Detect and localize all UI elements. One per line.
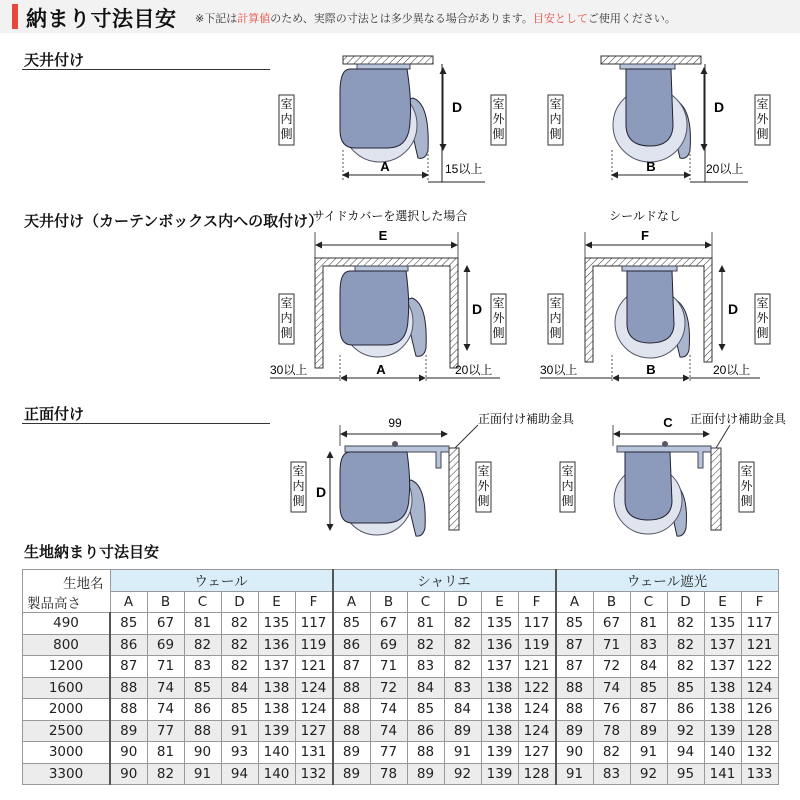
table-cell: 88: [407, 742, 444, 764]
screw: [662, 441, 668, 447]
table-corner-header: [23, 570, 111, 613]
table-cell: 90: [110, 763, 147, 785]
front-bracket-caption: 正面付け補助金具: [478, 412, 575, 426]
outdoor-side-label: 室外側: [756, 97, 769, 141]
dim-label-d: D: [714, 99, 725, 115]
table-cell: 90: [556, 742, 594, 764]
dim-label-c: C: [663, 415, 673, 430]
section-front-heading: 正面付け: [24, 405, 85, 423]
clearance-20: 20以上: [455, 363, 493, 377]
dim-label-b: B: [646, 362, 656, 377]
table-cell: 122: [518, 677, 556, 699]
outdoor-side-label: 室外側: [477, 464, 490, 508]
table-cell: 138: [481, 720, 518, 742]
clearance-30: 30以上: [540, 363, 578, 377]
table-cell: 124: [295, 677, 333, 699]
table-cell: 74: [370, 720, 407, 742]
outdoor-side-label: 室外側: [492, 296, 505, 340]
dim-label-e: E: [378, 228, 388, 243]
column-header-c: C: [184, 591, 221, 613]
column-header-c: C: [407, 591, 444, 613]
dim-label-99: 99: [388, 416, 402, 430]
table-cell: 69: [370, 634, 407, 656]
side-cover-caption: サイドカバーを選択した場合: [312, 209, 468, 223]
column-header-e: E: [704, 591, 741, 613]
table-cell: 89: [407, 763, 444, 785]
table-cell: 88: [333, 677, 371, 699]
table-cell: 72: [370, 677, 407, 699]
column-header-f: F: [295, 591, 333, 613]
column-header-d: D: [667, 591, 704, 613]
table-row: [23, 720, 779, 742]
table-cell: 132: [741, 742, 778, 764]
clearance-20: 20以上: [706, 162, 744, 176]
table-cell: 140: [258, 763, 295, 785]
table-cell: 82: [667, 656, 704, 678]
table-cell: 83: [630, 634, 667, 656]
table-cell: 71: [147, 656, 184, 678]
table-cell: 117: [295, 613, 333, 635]
table-cell: 88: [184, 720, 221, 742]
table-cell: 138: [704, 699, 741, 721]
table-cell: 87: [630, 699, 667, 721]
table-cell: 85: [184, 677, 221, 699]
row-height-label: 800: [23, 634, 111, 656]
table-cell: 84: [630, 656, 667, 678]
table-cell: 127: [295, 720, 333, 742]
group-header-weal: ウェール: [110, 570, 333, 592]
dim-label-d: D: [452, 99, 463, 115]
column-header-a: A: [333, 591, 371, 613]
table-cell: 135: [258, 613, 295, 635]
table-cell: 86: [184, 699, 221, 721]
table-cell: 71: [593, 634, 630, 656]
table-cell: 85: [407, 699, 444, 721]
table-cell: 83: [444, 677, 481, 699]
table-cell: 92: [667, 720, 704, 742]
table-cell: 83: [184, 656, 221, 678]
table-cell: 88: [110, 677, 147, 699]
table-cell: 139: [481, 763, 518, 785]
outdoor-side-label: 室外側: [740, 464, 753, 508]
table-cell: 138: [481, 699, 518, 721]
table-body: [23, 613, 779, 785]
row-height-label: 1200: [23, 656, 111, 678]
dim-label-d: D: [316, 484, 327, 500]
row-height-label: 490: [23, 613, 111, 635]
table-cell: 74: [147, 677, 184, 699]
box-mount-diagram-a: [270, 232, 500, 382]
table-cell: 121: [518, 656, 556, 678]
table-cell: 84: [407, 677, 444, 699]
table-cell: 74: [370, 699, 407, 721]
dim-label-a: A: [380, 159, 390, 174]
table-cell: 82: [593, 742, 630, 764]
table-cell: 126: [741, 699, 778, 721]
table-cell: 91: [184, 763, 221, 785]
table-cell: 91: [221, 720, 258, 742]
table-cell: 139: [481, 742, 518, 764]
box-mount-diagram-b: [540, 232, 760, 382]
row-height-label: 3000: [23, 742, 111, 764]
column-header-b: B: [370, 591, 407, 613]
indoor-side-label: 室内側: [561, 464, 574, 508]
column-header-c: C: [630, 591, 667, 613]
table-cell: 81: [407, 613, 444, 635]
mount-bracket: [622, 266, 677, 271]
table-cell: 83: [407, 656, 444, 678]
dim-label-f: F: [641, 228, 649, 243]
table-cell: 89: [630, 720, 667, 742]
table-cell: 82: [667, 634, 704, 656]
column-header-a: A: [110, 591, 147, 613]
table-cell: 119: [518, 634, 556, 656]
table-cell: 141: [704, 763, 741, 785]
table-cell: 91: [444, 742, 481, 764]
front-bracket-caption: 正面付け補助金具: [690, 412, 787, 426]
dim-label-d: D: [472, 301, 483, 317]
front-mount-diagram-a: [330, 425, 478, 536]
table-cell: 137: [481, 656, 518, 678]
column-header-d: D: [444, 591, 481, 613]
table-row: [23, 613, 779, 635]
table-cell: 119: [295, 634, 333, 656]
table-cell: 77: [370, 742, 407, 764]
table-cell: 89: [444, 720, 481, 742]
table-cell: 92: [630, 763, 667, 785]
table-cell: 84: [221, 677, 258, 699]
table-cell: 89: [333, 742, 371, 764]
front-mount-diagram-b: [613, 425, 730, 536]
indoor-side-label: 室内側: [549, 97, 562, 141]
indoor-side-label: 室内側: [292, 464, 305, 508]
column-header-e: E: [481, 591, 518, 613]
table-row: [23, 634, 779, 656]
head-rail-body: [625, 452, 672, 520]
table-cell: 82: [444, 634, 481, 656]
column-header-d: D: [221, 591, 258, 613]
table-cell: 87: [556, 634, 594, 656]
table-cell: 94: [221, 763, 258, 785]
table-cell: 86: [333, 634, 371, 656]
column-header-e: E: [258, 591, 295, 613]
table-cell: 82: [444, 613, 481, 635]
table-row: [23, 742, 779, 764]
row-height-label: 3300: [23, 763, 111, 785]
table-cell: 71: [370, 656, 407, 678]
table-cell: 82: [147, 763, 184, 785]
row-height-label: 1600: [23, 677, 111, 699]
table-cell: 124: [518, 699, 556, 721]
table-cell: 85: [221, 699, 258, 721]
table-cell: 124: [518, 720, 556, 742]
table-cell: 138: [481, 677, 518, 699]
table-cell: 93: [221, 742, 258, 764]
table-cell: 92: [444, 763, 481, 785]
table-cell: 124: [741, 677, 778, 699]
column-header-a: A: [556, 591, 594, 613]
table-cell: 83: [593, 763, 630, 785]
dimension-table: [22, 569, 779, 785]
table-cell: 82: [221, 656, 258, 678]
table-cell: 81: [184, 613, 221, 635]
table-cell: 82: [444, 656, 481, 678]
table-cell: 137: [704, 656, 741, 678]
table-cell: 78: [593, 720, 630, 742]
section-ceiling-box-heading: 天井付け（カーテンボックス内への取付け）: [24, 212, 324, 230]
head-rail-body: [340, 452, 410, 523]
table-cell: 85: [110, 613, 147, 635]
mount-bracket: [355, 266, 408, 271]
table-cell: 87: [333, 656, 371, 678]
table-cell: 67: [147, 613, 184, 635]
table-cell: 86: [667, 699, 704, 721]
head-rail-body: [626, 69, 673, 146]
head-rail-body: [627, 271, 674, 343]
table-cell: 117: [518, 613, 556, 635]
table-cell: 84: [444, 699, 481, 721]
table-cell: 72: [593, 656, 630, 678]
table-row: [23, 677, 779, 699]
clearance-15: 15以上: [445, 162, 483, 176]
dim-label-b: B: [646, 159, 656, 174]
table-cell: 135: [704, 613, 741, 635]
group-header-charie: シャリエ: [333, 570, 556, 592]
table-cell: 85: [556, 613, 594, 635]
section-ceiling-heading: 天井付け: [24, 51, 85, 69]
table-cell: 82: [221, 634, 258, 656]
table-cell: 82: [221, 613, 258, 635]
table-cell: 135: [481, 613, 518, 635]
table-cell: 81: [147, 742, 184, 764]
table-cell: 81: [630, 613, 667, 635]
table-cell: 136: [258, 634, 295, 656]
table-cell: 124: [295, 699, 333, 721]
table-cell: 89: [110, 720, 147, 742]
table-cell: 128: [518, 763, 556, 785]
outdoor-side-label: 室外側: [756, 296, 769, 340]
table-cell: 136: [481, 634, 518, 656]
table-cell: 67: [370, 613, 407, 635]
row-height-label: 2500: [23, 720, 111, 742]
table-cell: 137: [258, 656, 295, 678]
column-header-b: B: [593, 591, 630, 613]
table-cell: 74: [147, 699, 184, 721]
dim-label-a: A: [376, 362, 386, 377]
table-cell: 128: [741, 720, 778, 742]
table-cell: 85: [333, 613, 371, 635]
table-cell: 89: [556, 720, 594, 742]
screw: [392, 441, 398, 447]
group-header-weal-blackout: ウェール遮光: [556, 570, 779, 592]
page-title: 納まり寸法目安: [26, 7, 177, 31]
table-title: 生地納まり寸法目安: [24, 543, 160, 561]
table-cell: 132: [295, 763, 333, 785]
indoor-side-label: 室内側: [549, 296, 562, 340]
column-header-f: F: [518, 591, 556, 613]
table-cell: 137: [704, 634, 741, 656]
table-cell: 87: [556, 656, 594, 678]
clearance-30: 30以上: [270, 363, 308, 377]
table-cell: 88: [333, 720, 371, 742]
table-cell: 90: [184, 742, 221, 764]
table-cell: 78: [370, 763, 407, 785]
table-cell: 139: [258, 720, 295, 742]
table-cell: 67: [593, 613, 630, 635]
dim-label-d: D: [728, 301, 739, 317]
table-cell: 88: [110, 699, 147, 721]
note-text: ※下記は: [195, 12, 238, 25]
mount-bracket: [620, 64, 675, 69]
table-cell: 88: [333, 699, 371, 721]
note-text: のため、実際の寸法とは多少異なる場合があります。: [270, 12, 533, 25]
ceiling-hatch: [601, 56, 701, 64]
table-cell: 121: [295, 656, 333, 678]
table-cell: 82: [407, 634, 444, 656]
head-rail-body: [340, 271, 409, 345]
mount-bracket: [357, 64, 410, 69]
wall-hatch: [711, 448, 721, 530]
table-cell: 86: [407, 720, 444, 742]
table-cell: 95: [667, 763, 704, 785]
table-cell: 91: [556, 763, 594, 785]
head-rail-body: [340, 69, 411, 148]
table-cell: 90: [110, 742, 147, 764]
table-cell: 117: [741, 613, 778, 635]
column-header-f: F: [741, 591, 778, 613]
table-cell: 88: [556, 699, 594, 721]
table-cell: 140: [258, 742, 295, 764]
table-cell: 138: [258, 699, 295, 721]
outdoor-side-label: 室外側: [492, 97, 505, 141]
column-header-b: B: [147, 591, 184, 613]
table-cell: 138: [704, 677, 741, 699]
table-cell: 88: [556, 677, 594, 699]
table-cell: 139: [704, 720, 741, 742]
row-height-label: 2000: [23, 699, 111, 721]
table-cell: 94: [667, 742, 704, 764]
table-cell: 74: [593, 677, 630, 699]
table-cell: 76: [593, 699, 630, 721]
table-cell: 82: [667, 613, 704, 635]
clearance-20: 20以上: [713, 363, 751, 377]
table-cell: 85: [667, 677, 704, 699]
indoor-side-label: 室内側: [280, 97, 293, 141]
column-header-row: [23, 591, 779, 613]
table-cell: 77: [147, 720, 184, 742]
table-cell: 86: [110, 634, 147, 656]
no-seal-caption: シールドなし: [609, 209, 681, 223]
fabric-name-header: 生地名: [63, 576, 104, 592]
product-height-header: 製品高さ: [27, 596, 81, 612]
table-cell: 91: [630, 742, 667, 764]
table-cell: 133: [741, 763, 778, 785]
wall-hatch: [449, 448, 459, 530]
table-row: [23, 656, 779, 678]
table-cell: 121: [741, 634, 778, 656]
ceiling-hatch: [343, 56, 433, 64]
table-row: [23, 763, 779, 785]
table-row: [23, 699, 779, 721]
table-cell: 87: [110, 656, 147, 678]
table-cell: 85: [630, 677, 667, 699]
note-text: ご使用ください。: [587, 12, 676, 25]
table-cell: 69: [147, 634, 184, 656]
note-highlight: 目安として: [532, 12, 588, 25]
table-cell: 89: [333, 763, 371, 785]
table-cell: 127: [518, 742, 556, 764]
table-cell: 138: [258, 677, 295, 699]
table-cell: 82: [184, 634, 221, 656]
table-cell: 122: [741, 656, 778, 678]
note-highlight: 計算値: [237, 12, 271, 25]
indoor-side-label: 室内側: [280, 296, 293, 340]
table-cell: 140: [704, 742, 741, 764]
table-cell: 131: [295, 742, 333, 764]
